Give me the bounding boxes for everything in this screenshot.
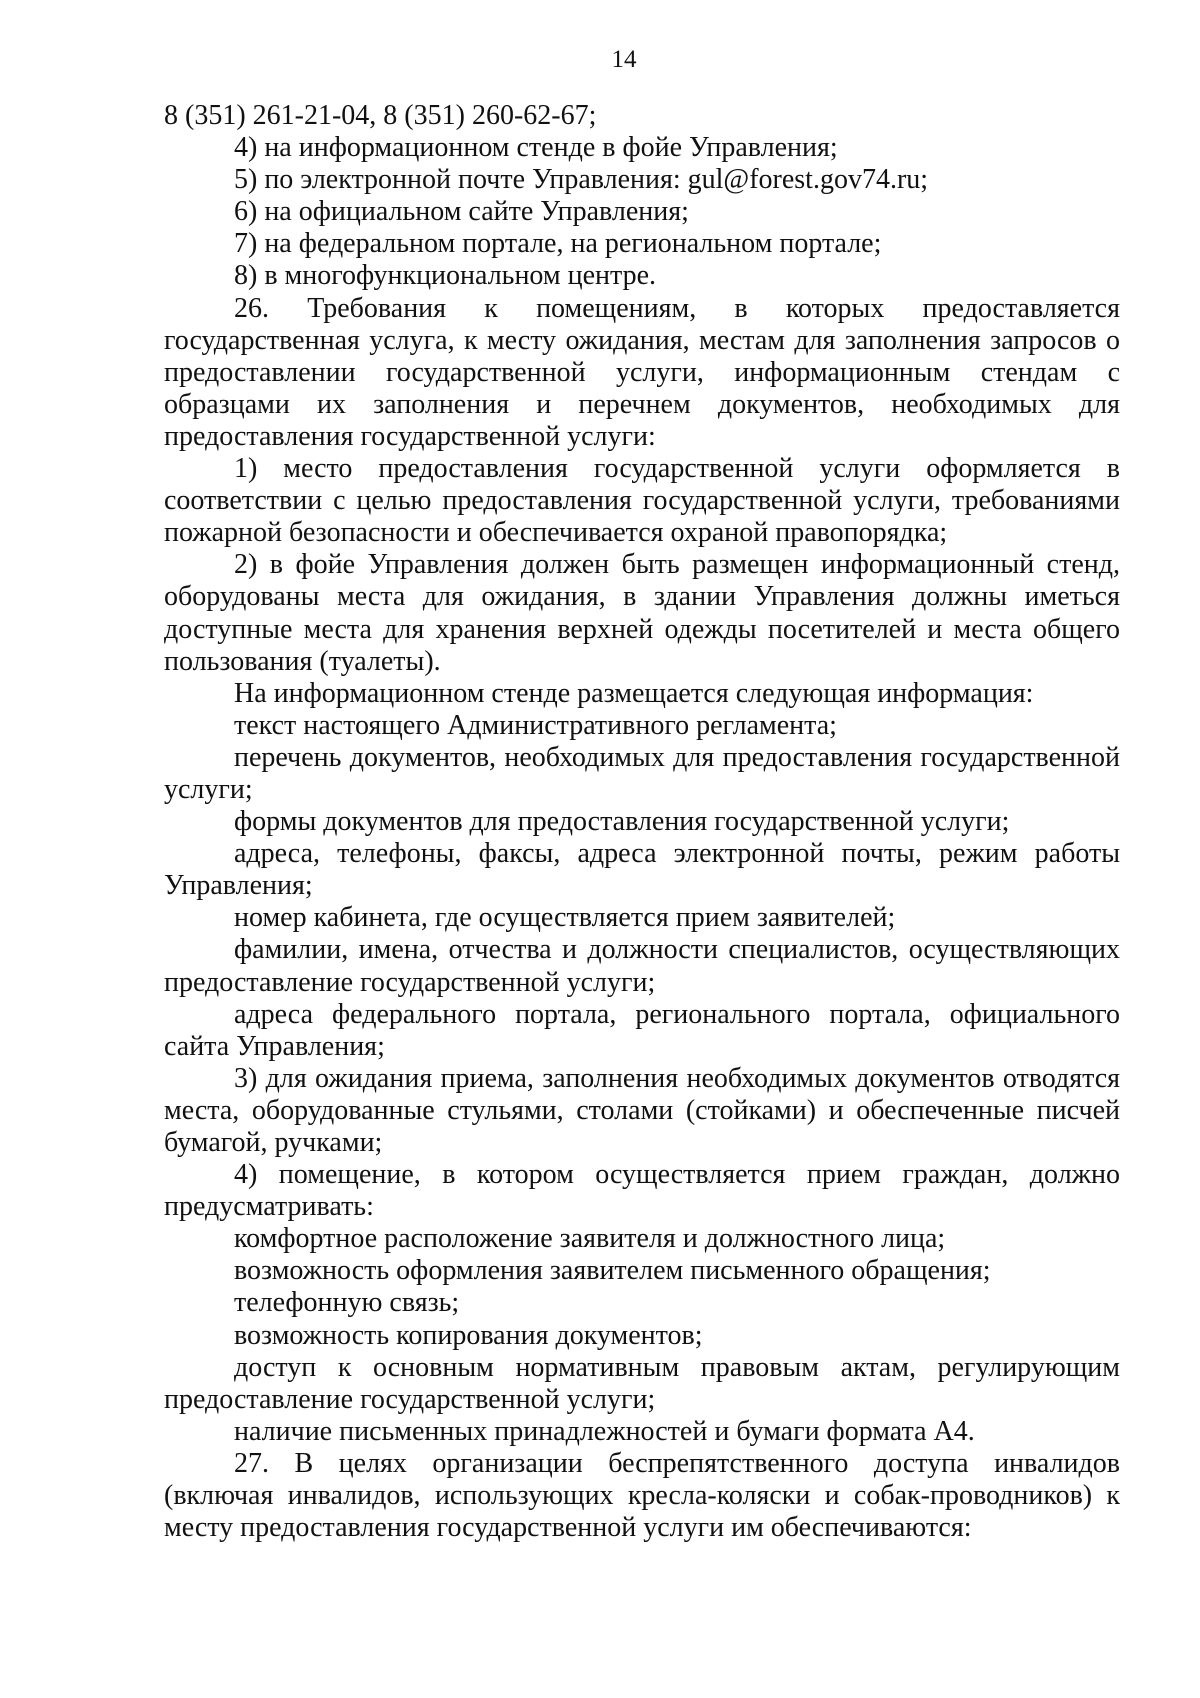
paragraph-item-4: 4) на информационном стенде в фойе Управления; xyxy=(234,132,838,164)
page-number: 14 xyxy=(611,46,637,73)
paragraph-26-item-4: 4) помещение, в котором осуществляется прием граждан, должно предусматривать: xyxy=(164,1159,1120,1223)
paragraph-stand-portals: адреса федерального портала, регионального портала, официального сайта Управления; xyxy=(164,998,1120,1062)
paragraph-26-item-1: 1) место предоставления государственной услуги оформляется в соответствии с целью предоставления государственной услуги, требованиями пожарной безопасности и обеспечивается охраной правопорядка; xyxy=(164,453,1120,549)
document-body xyxy=(164,100,1120,1544)
paragraph-section-27: 27. В целях организации беспрепятственного доступа инвалидов (включая инвалидов, использующих кресла-коляски и собак-проводников) к месту предоставления государственной услуги им обеспечиваются: xyxy=(164,1447,1120,1544)
paragraph-stand-contacts: адреса, телефоны, факсы, адреса электронной почты, режим работы Управления; xyxy=(164,838,1120,902)
paragraph-room-comfort: комфортное расположение заявителя и должностного лица; xyxy=(234,1223,946,1255)
paragraph-stand-info: На информационном стенде размещается следующая информация: xyxy=(234,677,1034,709)
paragraph-room-phone: телефонную связь; xyxy=(234,1287,460,1319)
paragraph-stand-specialists: фамилии, имена, отчества и должности специалистов, осуществляющих предоставление государственной услуги; xyxy=(164,934,1120,998)
paragraph-item-7: 7) на федеральном портале, на региональном портале; xyxy=(234,228,882,260)
paragraph-section-26: 26. Требования к помещениям, в которых предоставляется государственная услуга, к месту ожидания, местам для заполнения запросов о предоставлении государственной услуги, информационным стендам с образцами их заполнения и перечнем документов, необходимых для предоставления государственной услуги: xyxy=(164,292,1120,452)
paragraph-stand-room: номер кабинета, где осуществляется прием заявителей; xyxy=(234,902,896,934)
paragraph-item-5: 5) по электронной почте Управления: gul@forest.gov74.ru; xyxy=(234,164,929,196)
paragraph-26-item-3: 3) для ожидания приема, заполнения необходимых документов отводятся места, оборудованные стульями, столами (стойками) и обеспеченные писчей бумагой, ручками; xyxy=(164,1062,1120,1158)
paragraph-item-8: 8) в многофункциональном центре. xyxy=(234,260,657,292)
paragraph-stand-documents: перечень документов, необходимых для предоставления государственной услуги; xyxy=(164,741,1120,805)
paragraph-stand-forms: формы документов для предоставления государственной услуги; xyxy=(234,806,1010,838)
paragraph-room-acts: доступ к основным нормативным правовым актам, регулирующим предоставление государственной услуги; xyxy=(164,1351,1120,1415)
paragraph-room-supplies: наличие письменных принадлежностей и бумаги формата А4. xyxy=(234,1415,975,1447)
paragraph-26-item-2: 2) в фойе Управления должен быть размещен информационный стенд, оборудованы места для ожидания, в здании Управления должны иметься доступные места для хранения верхней одежды посетителей и места общего пользования (туалеты). xyxy=(164,549,1120,677)
paragraph-room-copy: возможность копирования документов; xyxy=(234,1319,703,1351)
paragraph-stand-regulation: текст настоящего Административного регламента; xyxy=(234,709,837,741)
paragraph-item-6: 6) на официальном сайте Управления; xyxy=(234,196,689,228)
paragraph-phones: 8 (351) 261-21-04, 8 (351) 260-62-67; xyxy=(164,100,597,131)
paragraph-room-written: возможность оформления заявителем письменного обращения; xyxy=(234,1255,991,1287)
